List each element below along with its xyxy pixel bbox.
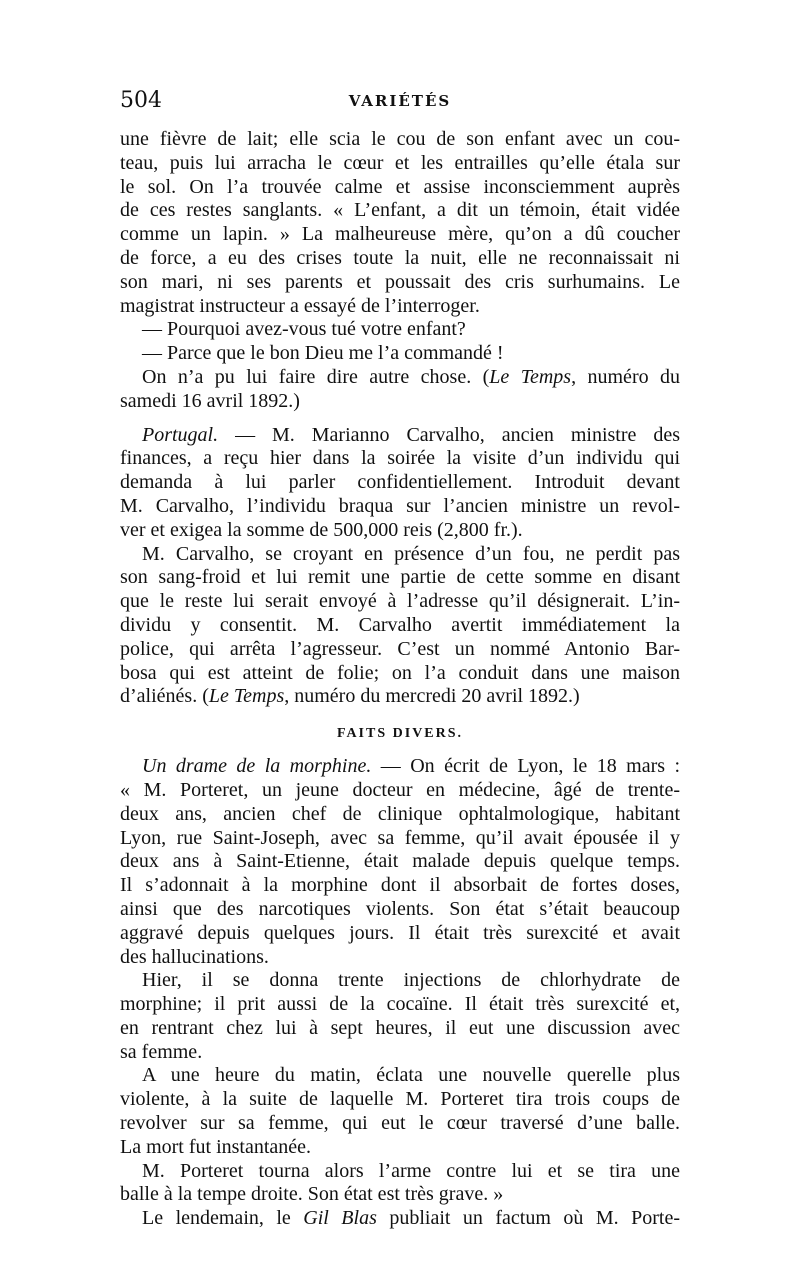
text-line: son sang-froid et lui remit une partie de cette somme en disant: [120, 566, 680, 589]
text-line: deux ans, ancien chef de clinique ophtalmologique, habitant: [120, 802, 680, 825]
source-title: Le Temps: [208, 685, 285, 708]
text-line: M. Carvalho, l’individu braqua sur l’ancien ministre un revol-: [120, 494, 680, 517]
text-line: La mort fut instantanée.: [120, 1135, 312, 1158]
text-line: « M. Porteret, un jeune docteur en médecine, âgé de trente-: [120, 778, 680, 801]
text-line: Hier, il se donna trente injections de chlorhydrate de: [142, 969, 680, 992]
text-line: en rentrant chez lui à sept heures, il eut une discussion avec: [120, 1016, 680, 1039]
text-line: M. Porteret tourna alors l’arme contre lui et se tira une: [142, 1159, 680, 1182]
text-line: violente, à la suite de laquelle M. Porteret tira trois coups de: [120, 1088, 680, 1111]
dialogue-line: — Parce que le bon Dieu me l’a commandé !: [142, 342, 504, 365]
text-line: deux ans à Saint-Etienne, était malade depuis quelque temps.: [120, 850, 680, 873]
text-line: teau, puis lui arracha le cœur et les entrailles qu’elle étala sur: [120, 151, 680, 174]
text-line: de ces restes sanglants. « L’enfant, a dit un témoin, était vidée: [120, 199, 680, 222]
text-line: A une heure du matin, éclata une nouvelle querelle plus: [142, 1064, 680, 1087]
text-line: M. Carvalho, se croyant en présence d’un fou, ne perdit pas: [142, 542, 680, 565]
text-line: police, qui arrêta l’agresseur. C’est un nommé Antonio Bar-: [120, 637, 680, 660]
text-line: ainsi que des narcotiques violents. Son état s’était beaucoup: [120, 897, 680, 920]
text-line: Un drame de la morphine. — On écrit de Lyon, le 18 mars :: [142, 755, 680, 778]
text-line: le sol. On l’a trouvée calme et assise inconsciemment auprès: [120, 175, 680, 198]
text-line: demanda à lui parler confidentiellement. Introduit devant: [120, 471, 680, 494]
text-line: dividu y consentit. M. Carvalho avertit immédiatement la: [120, 613, 680, 636]
entry-heading: Portugal.: [142, 423, 219, 446]
text-line: aggravé depuis quelques jours. Il était très surexcité et avait: [120, 921, 680, 944]
page-body: [120, 128, 680, 1231]
text-line: finances, a reçu hier dans la soirée la visite d’un individu qui: [120, 447, 680, 470]
entry-heading: Un drame de la morphine.: [142, 755, 372, 778]
text-line: magistrat instructeur a essayé de l’interroger.: [120, 294, 480, 317]
page-number: 504: [120, 88, 162, 113]
section-title: FAITS DIVERS.: [336, 726, 464, 742]
text-line: Lyon, rue Saint-Joseph, avec sa femme, qu’il avait épousée il y: [120, 826, 680, 849]
text-line: samedi 16 avril 1892.): [120, 389, 300, 412]
text-line: de force, a eu des crises toute la nuit, elle ne reconnaissait ni: [120, 246, 680, 269]
text-line: revolver sur sa femme, qui eut le cœur traversé d’une balle.: [120, 1112, 680, 1135]
source-title: Le Temps: [489, 365, 572, 388]
text-line: sa femme.: [120, 1040, 203, 1063]
text-line: son mari, ni ses parents et poussait des cris surhumains. Le: [120, 270, 680, 293]
source-title: Gil Blas: [303, 1207, 377, 1230]
text-line: balle à la tempe droite. Son état est très grave. »: [120, 1183, 504, 1206]
text-line: On n’a pu lui faire dire autre chose. (Le Temps, numéro du: [142, 365, 680, 388]
text-line: Portugal. — M. Marianno Carvalho, ancien ministre des: [142, 423, 680, 446]
text-line: des hallucinations.: [120, 945, 269, 968]
text-line: Le lendemain, le Gil Blas publiait un factum où M. Porte-: [142, 1207, 680, 1230]
text-line: une fièvre de lait; elle scia le cou de son enfant avec un cou-: [120, 128, 680, 150]
text-line: morphine; il prit aussi de la cocaïne. Il était très surexcité et,: [120, 993, 680, 1016]
page-header: [120, 88, 680, 118]
text-line: ver et exigea la somme de 500,000 reis (2,800 fr.).: [120, 518, 523, 541]
running-title: VARIÉTÉS: [348, 92, 452, 110]
text-line: comme un lapin. » La malheureuse mère, qu’on a dû coucher: [120, 223, 680, 246]
text-line: Il s’adonnait à la morphine dont il absorbait de fortes doses,: [120, 874, 680, 897]
dialogue-line: — Pourquoi avez-vous tué votre enfant?: [142, 318, 466, 341]
text-line: que le reste lui serait envoyé à l’adresse qu’il désignerait. L’in-: [120, 590, 680, 613]
text-line: d’aliénés. (Le Temps, numéro du mercredi 20 avril 1892.): [120, 685, 580, 708]
text-line: bosa qui est atteint de folie; on l’a conduit dans une maison: [120, 661, 680, 684]
